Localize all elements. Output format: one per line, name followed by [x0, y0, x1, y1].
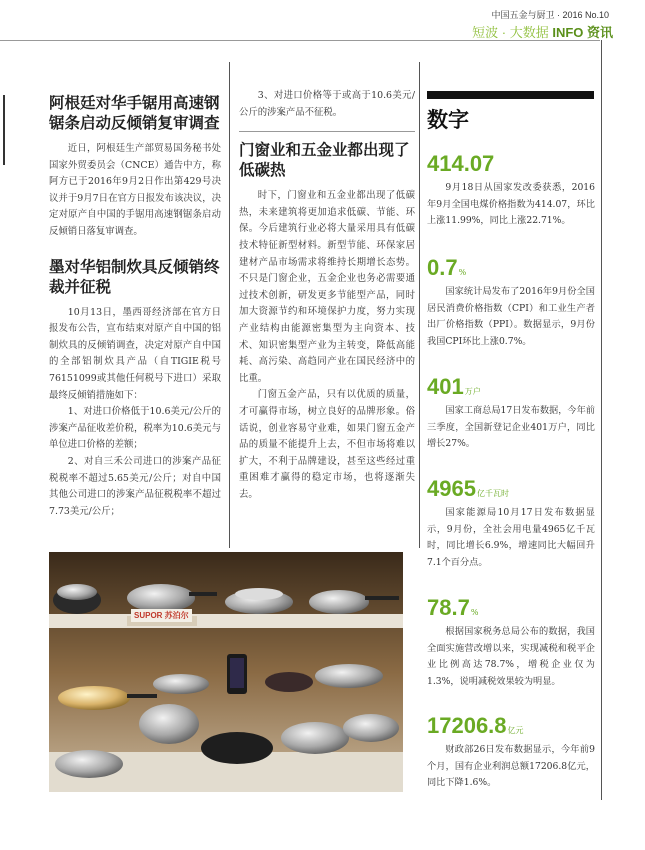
article-body-lowcarbon — [239, 188, 415, 503]
section-title-bold: INFO 资讯 — [552, 25, 613, 40]
column-divider-1 — [229, 62, 230, 548]
stat-unit: % — [458, 268, 467, 277]
stat-description — [427, 403, 595, 453]
column-divider-2 — [419, 62, 420, 548]
article-divider — [239, 131, 415, 132]
stat-text: 国家工商总局17日发布数据，今年前三季度，全国新登记企业401万户，同比增长27%。 — [427, 405, 595, 449]
stat-unit: 亿元 — [507, 726, 524, 735]
section-title — [472, 22, 613, 41]
stat-item — [427, 151, 595, 230]
publication-line: 中国五金与厨卫 · 2016 No.10 — [491, 10, 609, 20]
header-rule — [0, 40, 600, 41]
article-body-argentina — [49, 141, 221, 241]
paragraph: 近日，阿根廷生产部贸易国务秘书处国家外贸委员会（CNCE）通告中方，称阿方已于2016年9月2日作出第429号决议并于9月7日在官方日报发布该决议，决定对原产自中国的手锯用高速钢锯条启动反倾销日落复审调查。 — [49, 143, 221, 237]
article-column-1 — [49, 93, 221, 520]
cookware-display-photo — [49, 552, 403, 792]
stat-value: 78.7 — [427, 595, 470, 620]
paragraph: 1、对进口价格低于10.6美元/公斤的涉案产品征收差价税，税率为10.6美元与单位进口价格的差额； — [49, 406, 221, 451]
stat-value: 0.7 — [427, 255, 458, 280]
stat-description — [427, 180, 595, 230]
column-divider-3 — [601, 40, 602, 800]
numbers-heading-bar — [427, 91, 594, 99]
stat-description — [427, 505, 595, 571]
stat-item — [427, 374, 595, 453]
article-column-2 — [239, 88, 415, 503]
paragraph: 10月13日，墨西哥经济部在官方日报发布公告，宣布结束对原产自中国的铝制炊具的反倾销调查，决定对原产自中国的全部铝制炊具产品（自TIGIE税号76151099或其他任何税号下进口）采取最终反倾销措施如下： — [49, 306, 221, 401]
stat-value: 401 — [427, 374, 464, 399]
article-title-argentina: 阿根廷对华手锯用高速钢锯条启动反倾销复审调查 — [49, 93, 220, 132]
article-body-mexico-cont — [239, 88, 415, 121]
stat-unit: 亿千瓦时 — [476, 489, 509, 498]
stat-text: 财政部26日发布数据显示，今年前9个月，国有企业利润总额17206.8亿元，同比下降1.6%。 — [427, 744, 595, 788]
paragraph: 3、对进口价格等于或高于10.6美元/公斤的涉案产品不征税。 — [239, 90, 415, 118]
stat-text: 国家统计局发布了2016年9月份全国居民消费价格指数（CPI）和工业生产者出厂价格指数（PPI）。数据显示，9月份我国CPI环比上涨0.7%。 — [427, 286, 595, 347]
stat-item — [427, 595, 595, 690]
section-title-light: 短波 · 大数据 — [472, 25, 549, 40]
paragraph: 时下，门窗业和五金业都出现了低碳热，未来建筑将更加追求低碳、节能、环保。今后建筑行业必将大量采用具有低碳技术特征新型材料。新型节能、环保家居建材产品市场需求将维持长期增长态势。不只是门窗企业，五金企业也务必需要通过技术创新，研发更多节能型产品，同时加大资源节约和环境保护力度，努力实现产业结构由能源密集型为主向资本、技术、知识密集型产业为主转变，降低高能耗、高污染、高趋同产业在国民经济中的比重。 — [239, 190, 415, 384]
stat-value: 17206.8 — [427, 713, 507, 738]
article-body-mexico — [49, 305, 221, 521]
cookware-photo-image — [49, 552, 403, 792]
edge-mark — [3, 95, 5, 165]
stat-value: 4965 — [427, 476, 476, 501]
paragraph: 门窗五金产品，只有以优质的质量，才可赢得市场，树立良好的品牌形象。俗话说，创业容易守业难，如果门窗五金产品的质量不能提升上去，不但市场将难以扩大，不利于品牌建设，甚至这些经过重重困难才赢得的稳定市场，也将逐渐失去。 — [239, 389, 415, 500]
stat-text: 9月18日从国家发改委获悉，2016年9月全国电煤价格指数为414.07，环比上涨11.99%，同比上涨22.71%。 — [427, 182, 595, 226]
numbers-heading: 数字 — [427, 107, 469, 132]
supor-brand-sign: SUPOR 苏泊尔 — [131, 609, 192, 622]
stat-item — [427, 476, 595, 571]
stat-item — [427, 713, 595, 792]
article-title-mexico: 墨对华铝制炊具反倾销终裁并征税 — [49, 256, 220, 296]
stat-text: 根据国家税务总局公布的数据，我国全面实施营改增以来，实现减税和税平企业比例高达78.7%，增税企业仅为1.3%，说明减税效果较为明显。 — [427, 626, 595, 687]
stat-unit: 万户 — [464, 387, 481, 396]
stat-value: 414.07 — [427, 151, 495, 176]
paragraph: 2、对自三禾公司进口的涉案产品征税税率不超过5.65美元/公斤；对自中国其他公司进口的涉案产品征税税率不超过7.73美元/公斤； — [49, 455, 221, 517]
stat-description — [427, 742, 595, 792]
stat-unit: % — [470, 608, 479, 617]
article-title-lowcarbon: 门窗业和五金业都出现了低碳热 — [239, 140, 410, 180]
stat-description — [427, 624, 595, 690]
stat-description — [427, 284, 595, 350]
stat-item — [427, 255, 595, 350]
stat-text: 国家能源局10月17日发布数据显示，9月份，全社会用电量4965亿千瓦时，同比增长6.9%，增速同比大幅回升7.1个百分点。 — [427, 507, 595, 568]
